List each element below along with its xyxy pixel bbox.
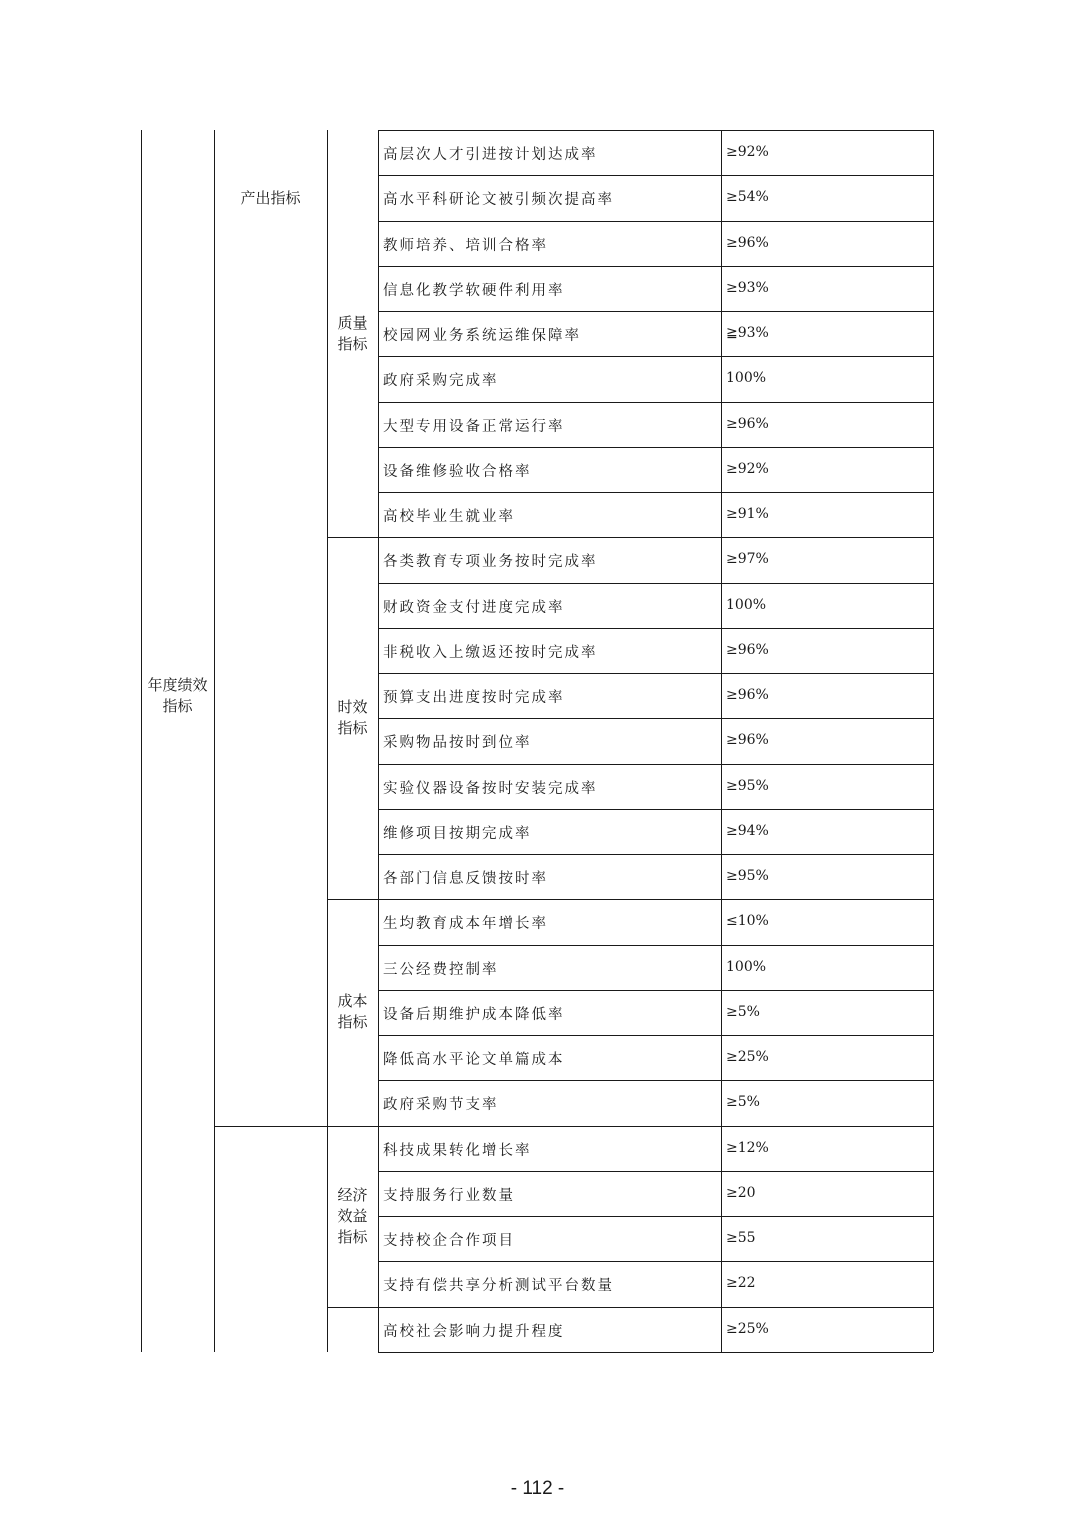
row-top-border xyxy=(378,1126,933,1127)
row-top-border xyxy=(378,447,933,448)
row-top-border xyxy=(378,1171,933,1172)
indicator-value: ≥25% xyxy=(726,1320,769,1337)
group-label-1: 时效 指标 xyxy=(337,698,368,738)
indicator-value: ≥5% xyxy=(726,1003,760,1020)
indicator-value: ≥94% xyxy=(726,822,769,839)
row-top-border xyxy=(378,1261,933,1262)
row-top-border xyxy=(378,1080,933,1081)
row-top-border xyxy=(378,175,933,176)
indicator-value: ≥25% xyxy=(726,1049,769,1065)
level1-label: 年度绩效 指标 xyxy=(147,676,208,715)
row-top-border xyxy=(378,311,933,312)
indicator-name: 预算支出进度按时完成率 xyxy=(383,690,565,706)
indicator-name: 支持服务行业数量 xyxy=(383,1187,515,1204)
row-top-border xyxy=(378,673,933,674)
indicator-value: 100% xyxy=(726,958,767,975)
indicator-value: ≥97% xyxy=(726,551,769,568)
indicator-name: 设备后期维护成本降低率 xyxy=(383,1006,565,1023)
group-label-0: 质量 指标 xyxy=(337,313,368,353)
indicator-value: ≥95% xyxy=(726,777,769,794)
indicator-value: 100% xyxy=(726,370,767,387)
indicator-value: ≥54% xyxy=(726,189,769,206)
indicator-value: ≥92% xyxy=(726,460,769,477)
row-top-border xyxy=(378,492,933,493)
level2-label: 产出指标 xyxy=(240,188,301,207)
indicator-name: 采购物品按时到位率 xyxy=(383,735,532,752)
indicator-name: 非税收入上缴返还按时完成率 xyxy=(383,644,598,661)
indicator-value: ≥92% xyxy=(726,144,769,160)
indicator-name: 降低高水平论文单篇成本 xyxy=(383,1052,565,1068)
group-separator xyxy=(327,899,378,900)
group-label-3: 经济 效益 指标 xyxy=(337,1185,368,1246)
row-top-border xyxy=(378,718,933,719)
indicator-name: 实验仪器设备按时安装完成率 xyxy=(383,780,598,797)
row-top-border xyxy=(378,1035,933,1036)
table-vertical-border-6 xyxy=(933,130,934,1352)
row-top-border xyxy=(378,990,933,991)
indicator-value: ≥96% xyxy=(726,234,769,251)
indicator-name: 高校毕业生就业率 xyxy=(383,509,515,525)
indicator-name: 支持有偿共享分析测试平台数量 xyxy=(383,1278,614,1295)
indicator-name: 信息化教学软硬件利用率 xyxy=(383,282,565,299)
indicator-name: 各类教育专项业务按时完成率 xyxy=(383,554,598,571)
row-top-border xyxy=(378,402,933,403)
indicator-name: 维修项目按期完成率 xyxy=(383,825,532,842)
indicator-value: ≤10% xyxy=(726,913,769,930)
indicator-value: ≥22 xyxy=(726,1275,756,1292)
indicator-value: ≥5% xyxy=(726,1094,760,1111)
indicator-value: 100% xyxy=(726,596,767,613)
indicator-value: ≥20 xyxy=(726,1184,756,1201)
indicator-name: 高层次人才引进按计划达成率 xyxy=(383,147,598,163)
indicator-value: ≥55 xyxy=(726,1230,756,1246)
row-top-border xyxy=(378,809,933,810)
indicator-name: 大型专用设备正常运行率 xyxy=(383,418,565,435)
group-separator xyxy=(327,1126,378,1127)
table-vertical-border-2 xyxy=(214,130,215,1352)
group-separator xyxy=(327,1307,378,1308)
indicator-value: ≥96% xyxy=(726,732,769,749)
indicator-value: ≥96% xyxy=(726,641,769,658)
row-top-border xyxy=(378,130,933,131)
indicator-name: 设备维修验收合格率 xyxy=(383,463,532,480)
indicator-value: ≥95% xyxy=(726,868,769,884)
row-top-border xyxy=(378,1216,933,1217)
indicator-value: ≥91% xyxy=(726,506,769,522)
indicator-name: 各部门信息反馈按时率 xyxy=(383,871,548,887)
page-number: - 112 - xyxy=(510,1478,565,1499)
level2-separator xyxy=(214,1126,327,1127)
indicator-name: 科技成果转化增长率 xyxy=(383,1142,532,1159)
row-top-border xyxy=(378,356,933,357)
indicator-value: ≥93% xyxy=(726,279,769,296)
row-top-border xyxy=(378,899,933,900)
indicator-name: 高校社会影响力提升程度 xyxy=(383,1323,565,1340)
row-top-border xyxy=(378,266,933,267)
table-vertical-border-1 xyxy=(141,130,142,1352)
indicator-name: 生均教育成本年增长率 xyxy=(383,916,548,933)
row-top-border xyxy=(378,221,933,222)
indicator-name: 财政资金支付进度完成率 xyxy=(383,599,565,616)
row-top-border xyxy=(378,583,933,584)
indicator-value: ≥96% xyxy=(726,687,769,703)
row-top-border xyxy=(378,854,933,855)
indicator-name: 校园网业务系统运维保障率 xyxy=(383,328,581,344)
table-bottom-border xyxy=(378,1352,933,1353)
indicator-name: 政府采购完成率 xyxy=(383,373,499,390)
indicator-name: 政府采购节支率 xyxy=(383,1097,499,1114)
indicator-value: ≧93% xyxy=(726,325,769,341)
row-top-border xyxy=(378,945,933,946)
row-top-border xyxy=(378,628,933,629)
group-separator xyxy=(327,537,378,538)
indicator-name: 支持校企合作项目 xyxy=(383,1233,515,1249)
row-top-border xyxy=(378,764,933,765)
row-top-border xyxy=(378,537,933,538)
indicator-name: 三公经费控制率 xyxy=(383,961,499,978)
indicator-value: ≥12% xyxy=(726,1139,769,1156)
indicator-name: 高水平科研论文被引频次提高率 xyxy=(383,192,614,209)
table-vertical-border-5 xyxy=(721,130,722,1352)
group-label-2: 成本 指标 xyxy=(337,992,368,1032)
indicator-value: ≥96% xyxy=(726,415,769,432)
indicator-name: 教师培养、培训合格率 xyxy=(383,237,548,254)
row-top-border xyxy=(378,1307,933,1308)
table-vertical-border-4 xyxy=(378,130,379,1352)
